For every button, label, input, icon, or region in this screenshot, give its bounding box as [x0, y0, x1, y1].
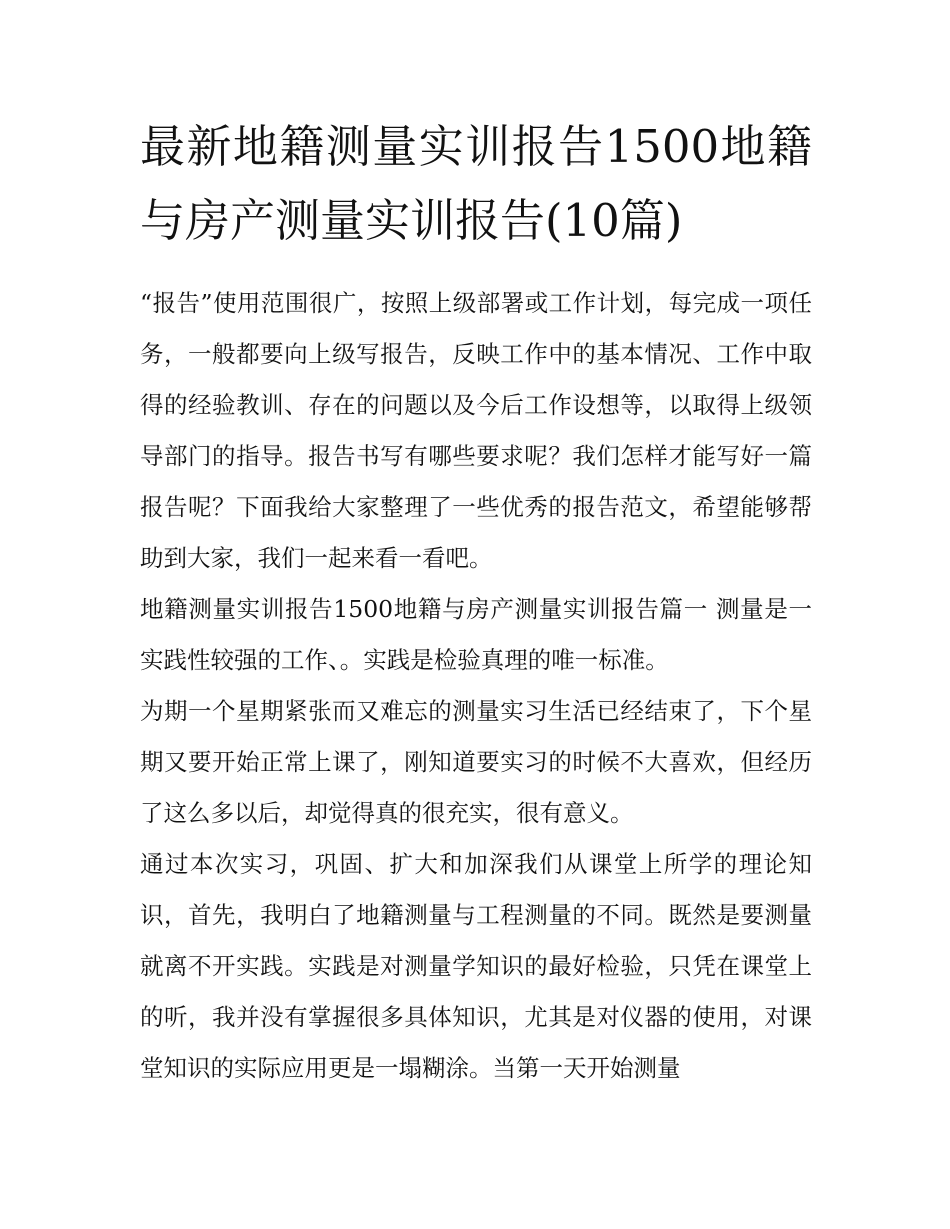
body-paragraph-internship: 为期一个星期紧张而又难忘的测量实习生活已经结束了，下个星期又要开始正常上课了，刚知道要实习的时候不大喜欢，但经历了这么多以后，却觉得真的很充实，很有意义。 — [140, 697, 812, 827]
body-paragraph-intro: “报告”使用范围很广，按照上级部署或工作计划，每完成一项任务，一般都要向上级写报告，反映工作中的基本情况、工作中取得的经验教训、存在的问题以及今后工作设想等，以取得上级领导部门的指导。报告书写有哪些要求呢？我们怎样才能写好一篇报告呢？下面我给大家整理了一些优秀的报告范文，希望能够帮助到大家，我们一起来看一看吧。 — [140, 289, 812, 572]
document-page — [140, 110, 812, 1094]
body-paragraph-section-one: 地籍测量实训报告1500地籍与房产测量实训报告篇一 测量是一实践性较强的工作、。实践是检验真理的唯一标准。 — [140, 595, 812, 674]
body-paragraph-reflection: 通过本次实习，巩固、扩大和加深我们从课堂上所学的理论知识，首先，我明白了地籍测量与工程测量的不同。既然是要测量就离不开实践。实践是对测量学知识的最好检验，只凭在课堂上的听，我并没有掌握很多具体知识，尤其是对仪器的使用，对课堂知识的实际应用更是一塌糊涂。当第一天开始测量 — [140, 850, 812, 1082]
document-title: 最新地籍测量实训报告1500地籍与房产测量实训报告(10篇) — [140, 120, 812, 247]
